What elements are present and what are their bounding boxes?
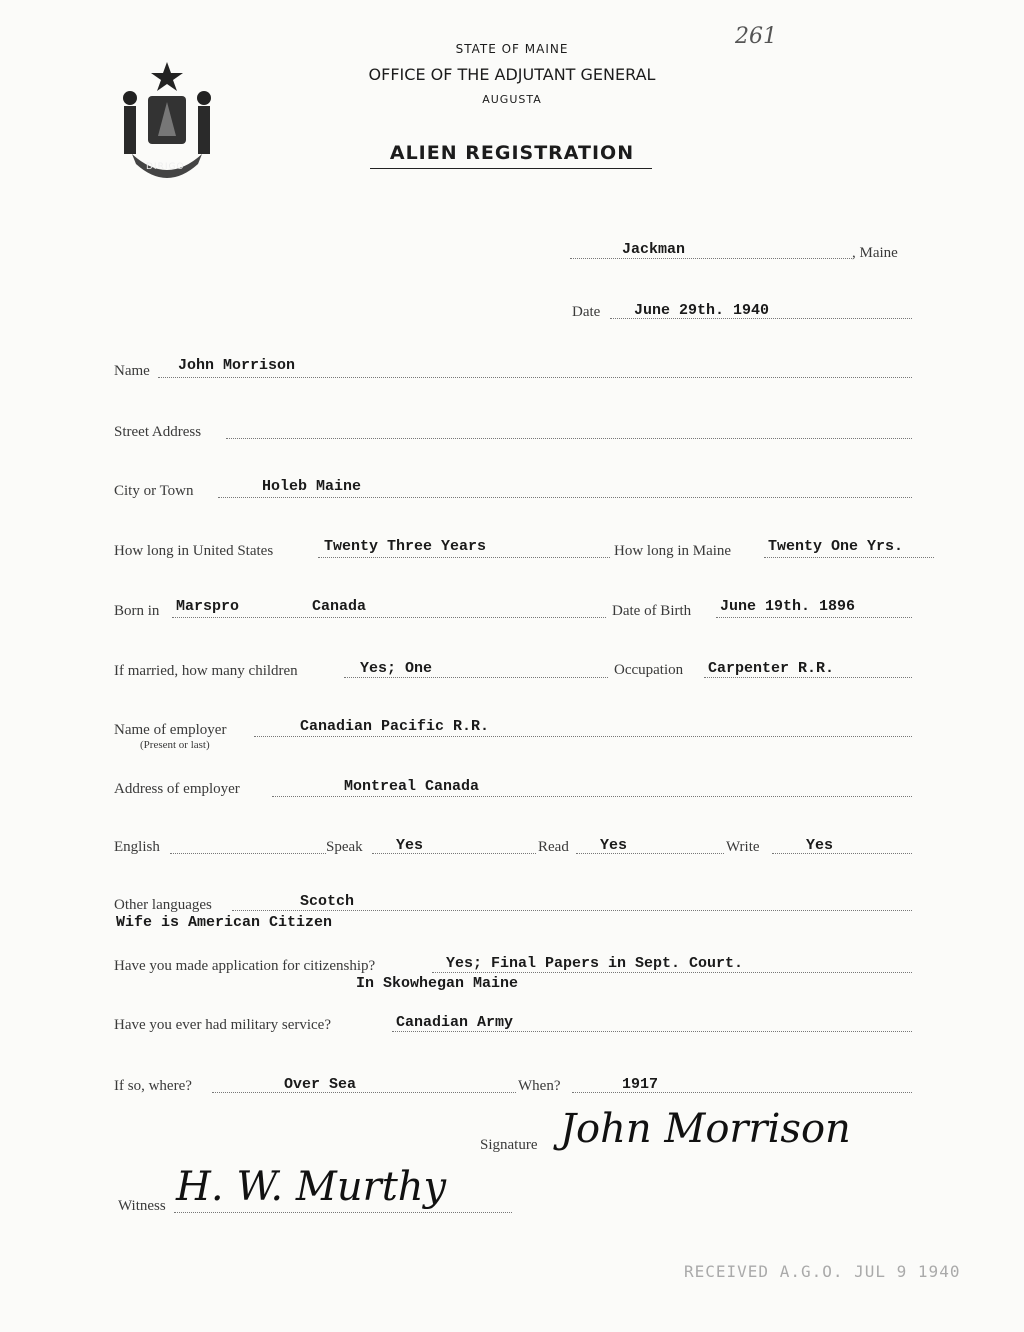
employer-name-sublabel: (Present or last) [140, 739, 210, 751]
seal-motto: DIRIGO [146, 162, 185, 172]
witness-value: H. W. Murthy [176, 1164, 447, 1210]
name-label: Name [114, 363, 150, 379]
dob-value: June 19th. 1896 [720, 598, 856, 615]
other-languages-value: Scotch [300, 893, 355, 910]
office-heading: OFFICE OF THE ADJUTANT GENERAL [368, 65, 656, 84]
city-heading: AUGUSTA [482, 93, 542, 106]
children-label: If married, how many children [114, 663, 298, 679]
how-long-us-label: How long in United States [114, 543, 274, 559]
citizenship-label: Have you made application for citizenship? [114, 958, 376, 974]
where-value: Over Sea [284, 1076, 357, 1093]
english-label: English [114, 839, 160, 855]
state-heading: STATE OF MAINE [455, 42, 569, 56]
form-title: ALIEN REGISTRATION [389, 142, 635, 164]
city-value: Holeb Maine [262, 478, 362, 495]
write-value: Yes [806, 837, 834, 854]
military-value: Canadian Army [396, 1014, 514, 1031]
born-in-label: Born in [114, 603, 160, 619]
street-label: Street Address [114, 424, 202, 440]
date-label: Date [572, 304, 601, 320]
how-long-maine-label: How long in Maine [614, 543, 732, 559]
employer-address-value: Montreal Canada [344, 778, 480, 795]
city-label: City or Town [114, 483, 194, 499]
name-value: John Morrison [178, 357, 296, 374]
when-label: When? [518, 1078, 561, 1094]
signature-value: John Morrison [560, 1106, 851, 1152]
where-label: If so, where? [114, 1078, 192, 1094]
speak-label: Speak [326, 839, 363, 855]
speak-value: Yes [396, 837, 424, 854]
title-underline [370, 168, 652, 169]
read-value: Yes [600, 837, 628, 854]
born-in-country: Canada [312, 598, 367, 615]
witness-label: Witness [118, 1198, 166, 1214]
occupation-label: Occupation [614, 662, 684, 678]
town-value: Jackman [622, 241, 686, 258]
document-number: 261 [735, 24, 777, 49]
signature-label: Signature [480, 1137, 538, 1153]
born-in-value: Marspro [176, 598, 240, 615]
wife-note: Wife is American Citizen [116, 914, 333, 931]
children-value: Yes; One [360, 660, 433, 677]
date-value: June 29th. 1940 [634, 302, 770, 319]
received-stamp: RECEIVED A.G.O. JUL 9 1940 [684, 1262, 961, 1281]
citizenship-court: In Skowhegan Maine [356, 975, 519, 992]
employer-name-value: Canadian Pacific R.R. [300, 718, 490, 735]
military-label: Have you ever had military service? [114, 1017, 331, 1033]
occupation-value: Carpenter R.R. [708, 660, 835, 677]
dob-label: Date of Birth [612, 603, 692, 619]
state-suffix: , Maine [852, 245, 898, 261]
employer-name-label: Name of employer [114, 722, 227, 738]
how-long-us-value: Twenty Three Years [324, 538, 487, 555]
when-value: 1917 [622, 1076, 659, 1093]
other-languages-label: Other languages [114, 897, 212, 913]
citizenship-value: Yes; Final Papers in Sept. Court. [446, 955, 744, 972]
write-label: Write [726, 839, 760, 855]
employer-address-label: Address of employer [114, 781, 240, 797]
how-long-maine-value: Twenty One Yrs. [768, 538, 904, 555]
read-label: Read [538, 839, 569, 855]
